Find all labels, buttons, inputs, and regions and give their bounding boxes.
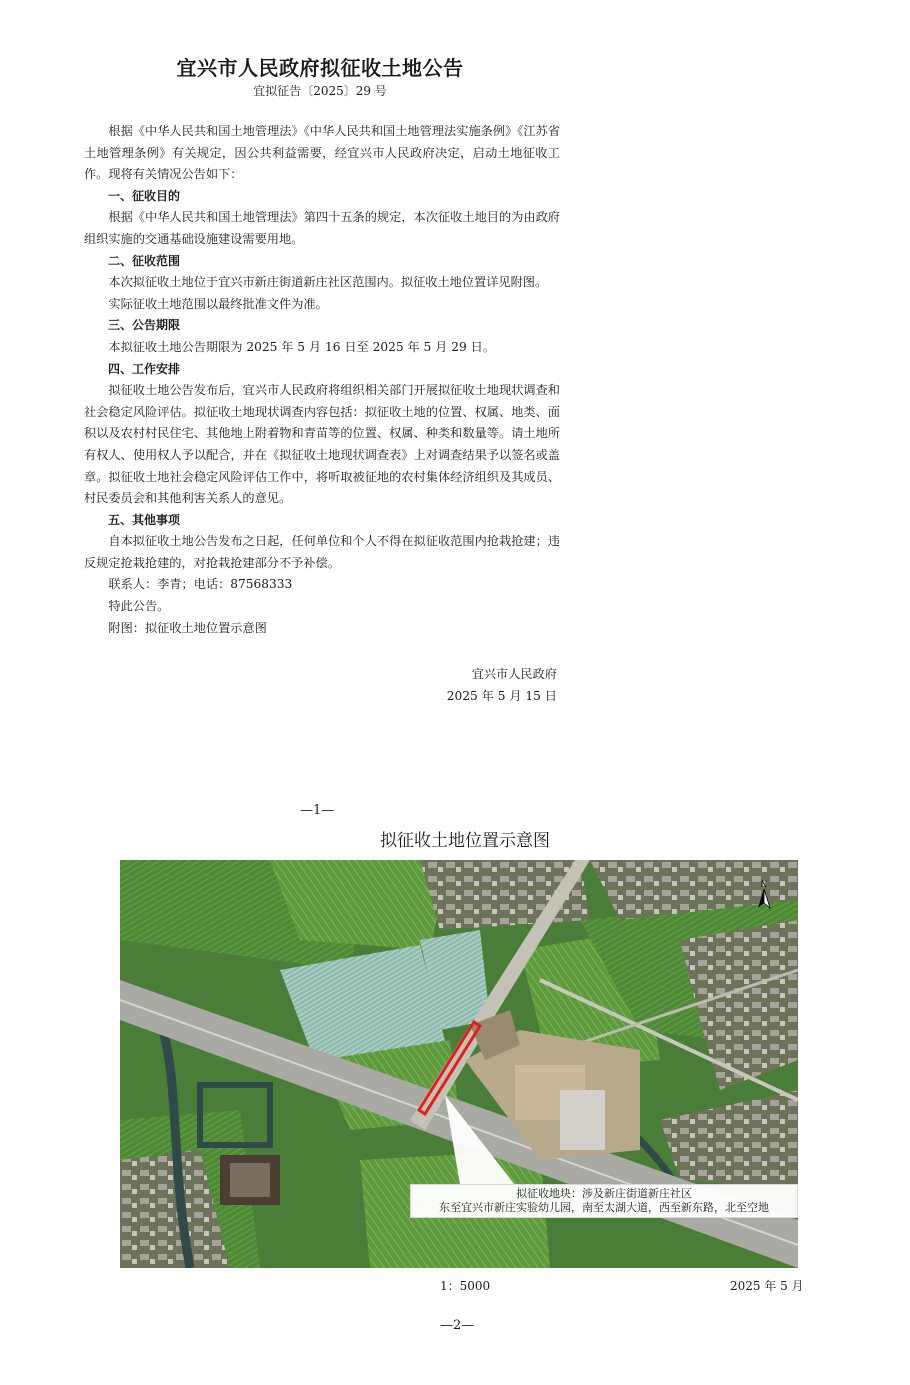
page-number-1: —1—	[300, 803, 335, 818]
section-text-arrangement: 拟征收土地公告发布后，宜兴市人民政府将组织相关部门开展拟征收土地现状调查和社会稳定风险评估。拟征收土地现状调查内容包括：拟征收土地的位置、权属、地类、面积以及农村村民住宅、其他地上附着物和青苗等的位置、权属、种类和数量等。请土地所有权人、使用权人予以配合，并在《拟征收土地现状调查表》上对调查结果予以签名或盖章。拟征收土地社会稳定风险评估工作中，将听取被征地的农村集体经济组织及其成员、村民委员会和其他利害关系人的意见。	[84, 383, 560, 506]
issue-date: 2025 年 5 月 15 日	[446, 688, 557, 703]
section-heading-other: 五、其他事项	[108, 512, 181, 527]
north-label: N	[760, 880, 768, 890]
signature-block	[330, 664, 557, 707]
section-heading-arrangement: 四、工作安排	[108, 361, 181, 376]
section-heading-purpose: 一、征收目的	[108, 188, 181, 203]
section-text-scope: 本次拟征收土地位于宜兴市新庄街道新庄社区范围内。拟征收土地位置详见附图。	[108, 275, 548, 290]
contact-info: 联系人：李青；电话：87568333	[108, 577, 293, 592]
north-arrow-icon	[754, 878, 774, 912]
section-text-scope-note: 实际征收土地范围以最终批准文件为准。	[108, 296, 328, 311]
map-date: 2025 年 5 月	[730, 1279, 804, 1293]
section-text-period: 本拟征收土地公告期限为 2025 年 5 月 16 日至 2025 年 5 月 29 日。	[108, 339, 495, 354]
section-heading-scope: 二、征收范围	[108, 253, 181, 268]
issuer-name: 宜兴市人民政府	[471, 667, 557, 681]
intro-paragraph: 根据《中华人民共和国土地管理法》《中华人民共和国土地管理法实施条例》《江苏省土地管理条例》有关规定，因公共利益需要，经宜兴市人民政府决定，启动土地征收工作。现将有关情况公告如下：	[84, 124, 560, 182]
callout-line-1: 拟征收地块：涉及新庄街道新庄社区	[516, 1187, 692, 1200]
page-number-2: —2—	[440, 1318, 475, 1333]
closing-line: 特此公告。	[108, 599, 170, 614]
document-body	[84, 121, 560, 639]
map-title: 拟征收土地位置示意图	[380, 831, 550, 851]
map-scale: 1：5000	[440, 1279, 491, 1293]
document-title: 宜兴市人民政府拟征收土地公告	[176, 56, 464, 80]
section-text-purpose: 根据《中华人民共和国土地管理法》第四十五条的规定，本次征收土地目的为由政府组织实施的交通基础设施建设需要用地。	[84, 210, 560, 246]
document-number: 宜拟征告〔2025〕29 号	[253, 84, 387, 98]
section-heading-period: 三、公告期限	[108, 318, 181, 333]
section-text-other: 自本拟征收土地公告发布之日起，任何单位和个人不得在拟征收范围内抢栽抢建；违反规定抢栽抢建的，对抢栽抢建部分不予补偿。	[84, 534, 560, 570]
attachment-line: 附图：拟征收土地位置示意图	[108, 620, 267, 635]
parcel-callout	[410, 1184, 798, 1218]
callout-line-2: 东至宜兴市新庄实验幼儿园，南至太湖大道，西至新东路，北至空地	[439, 1201, 769, 1214]
